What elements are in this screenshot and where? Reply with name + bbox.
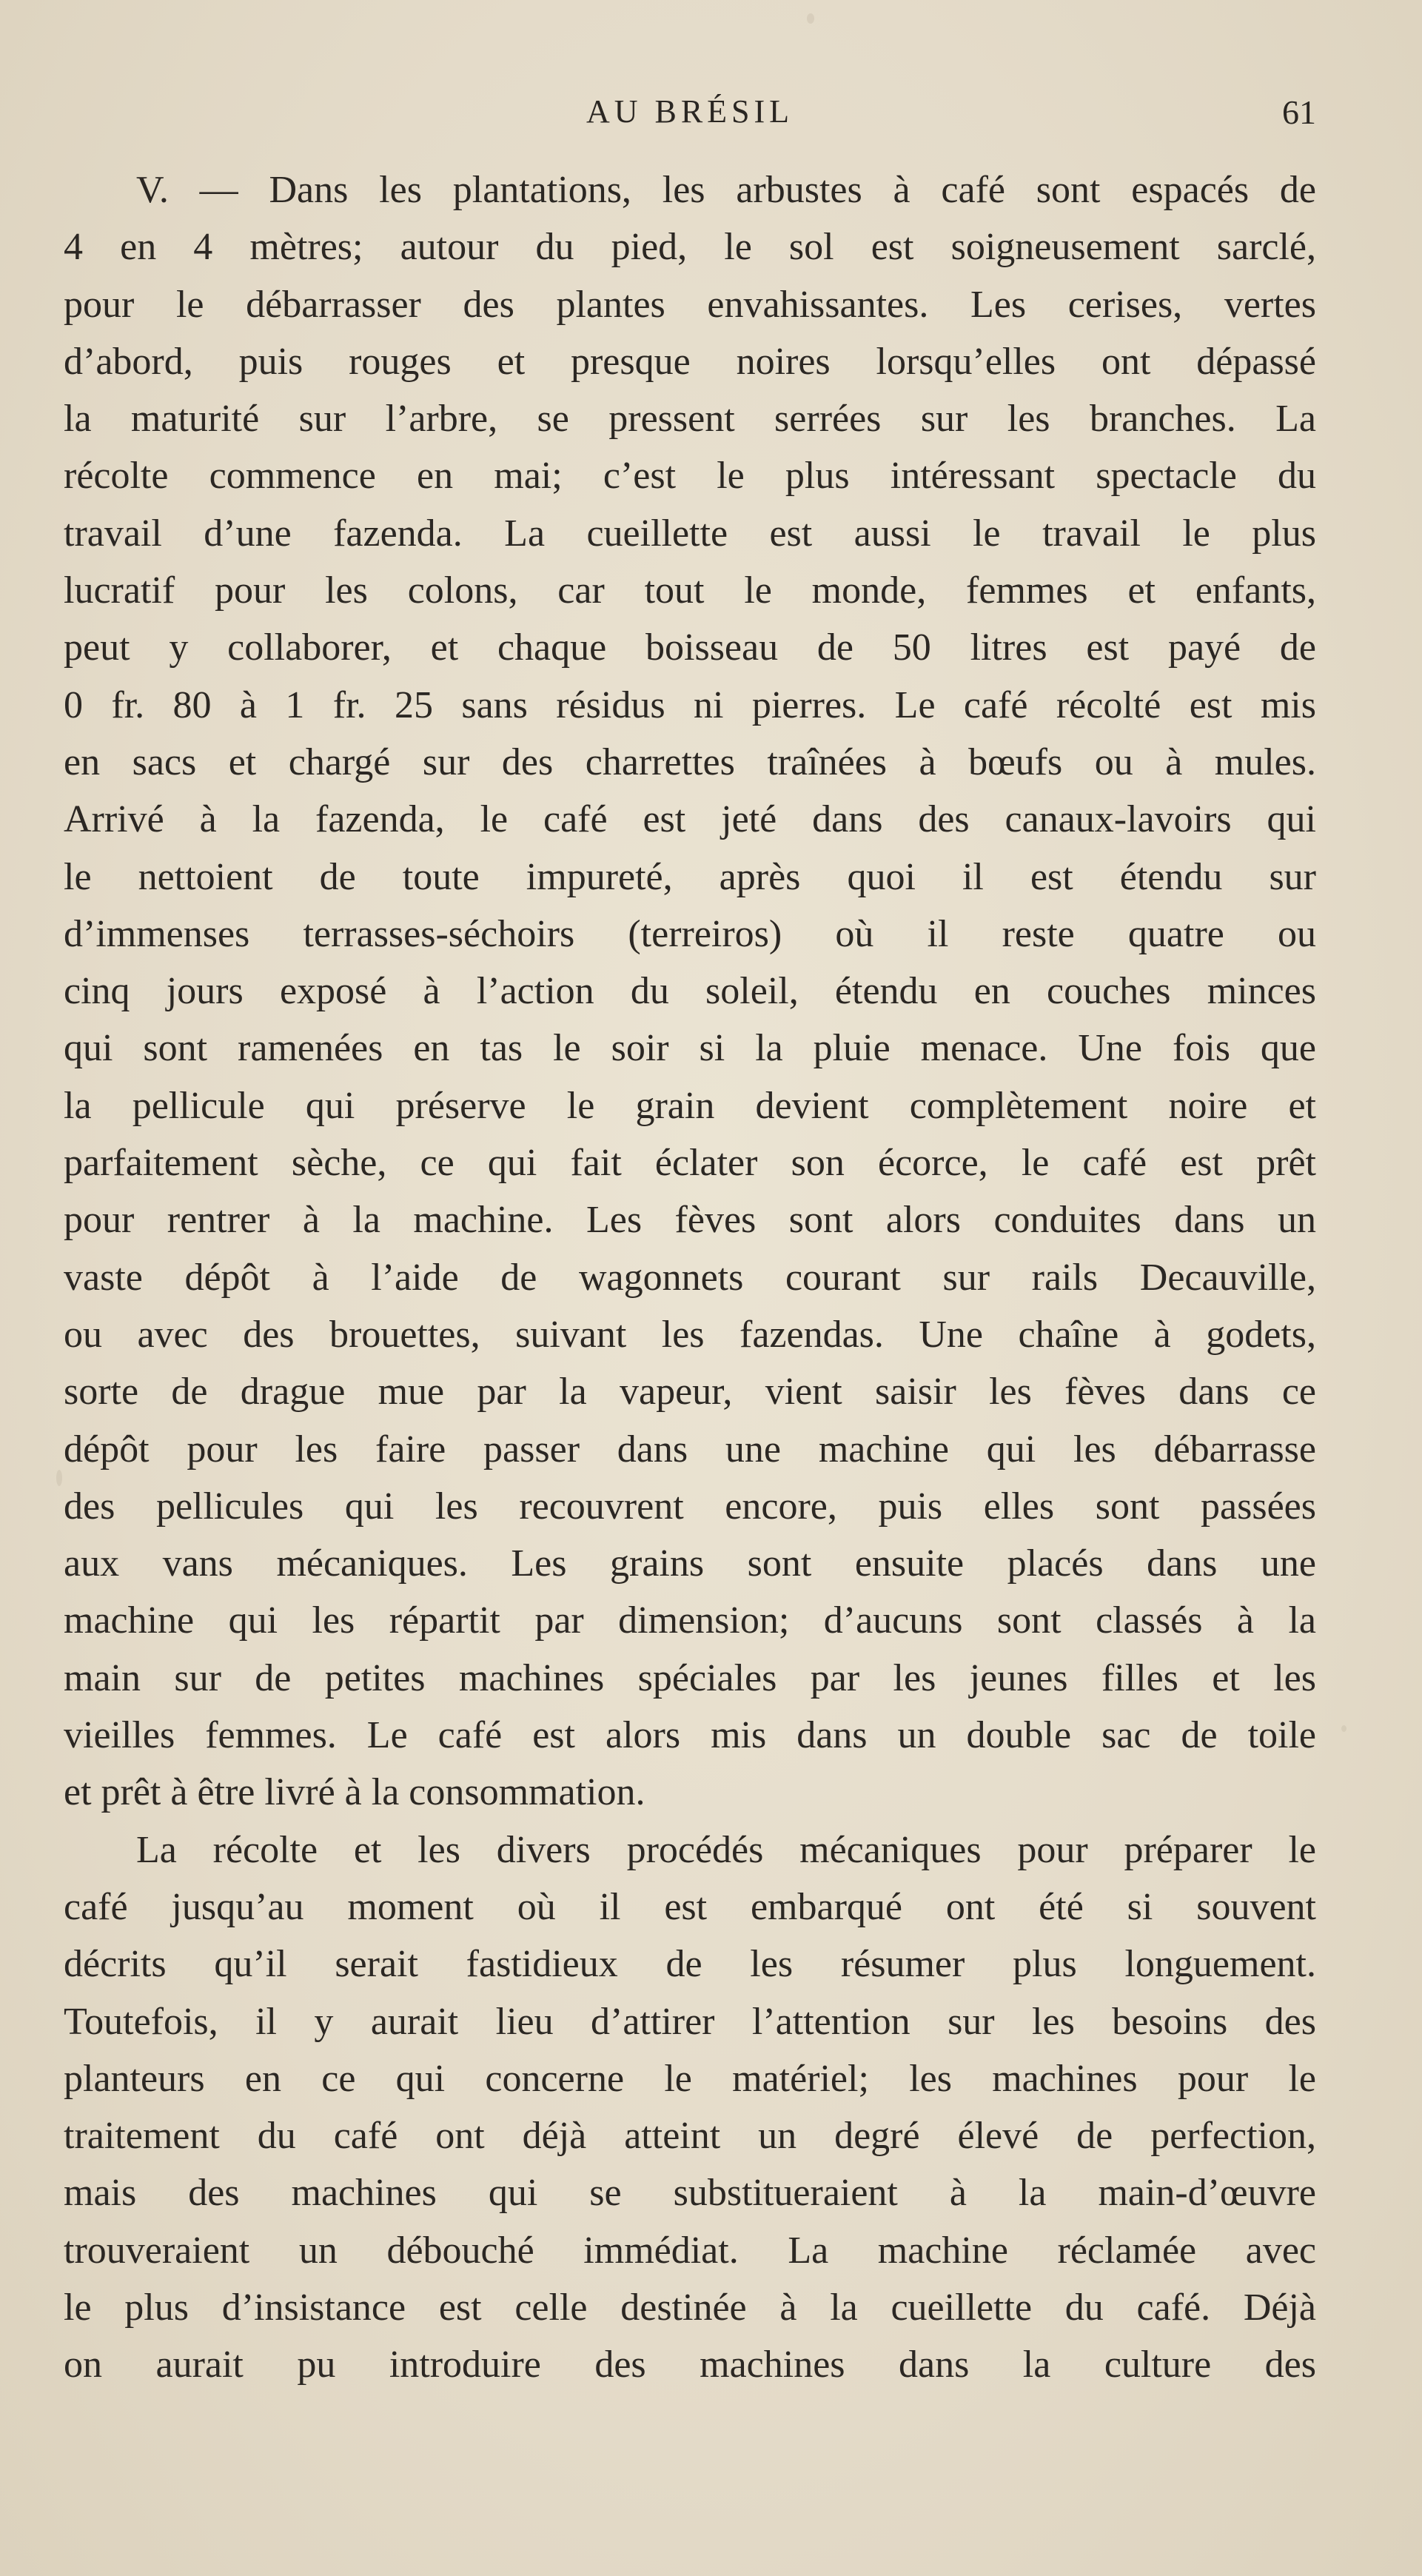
- text-line: pour rentrer à la machine. Les fèves sont alors conduites dans un: [64, 1199, 1316, 1242]
- text-line: qui sont ramenées en tas le soir si la pluie menace. Une fois que: [64, 1027, 1316, 1070]
- text-line: V. — Dans les plantations, les arbustes à café sont espacés de: [136, 169, 1316, 211]
- text-line: d’immenses terrasses-séchoirs (terreiros) où il reste quatre ou: [64, 912, 1316, 955]
- text-line: décrits qu’il serait fastidieux de les résumer plus longuement.: [64, 1943, 1316, 1986]
- text-line: travail d’une fazenda. La cueillette est aussi le travail le plus: [64, 512, 1316, 555]
- text-line: parfaitement sèche, ce qui fait éclater son écorce, le café est prêt: [64, 1142, 1316, 1185]
- text-line: traitement du café ont déjà atteint un degré élevé de perfection,: [64, 2115, 1316, 2158]
- text-line: cinq jours exposé à l’action du soleil, étendu en couches minces: [64, 970, 1316, 1013]
- text-line: vaste dépôt à l’aide de wagonnets courant sur rails Decauville,: [64, 1256, 1316, 1299]
- text-line: aux vans mécaniques. Les grains sont ensuite placés dans une: [64, 1542, 1316, 1585]
- text-line: des pellicules qui les recouvrent encore, puis elles sont passées: [64, 1485, 1316, 1528]
- text-line: 4 en 4 mètres; autour du pied, le sol est soigneusement sarclé,: [64, 226, 1316, 269]
- text-line: planteurs en ce qui concerne le matériel; les machines pour le: [64, 2057, 1316, 2100]
- text-line: peut y collaborer, et chaque boisseau de 50 litres est payé de: [64, 626, 1316, 669]
- text-line: Toutefois, il y aurait lieu d’attirer l’attention sur les besoins des: [64, 2000, 1316, 2043]
- text-line: ou avec des brouettes, suivant les fazendas. Une chaîne à godets,: [64, 1313, 1316, 1356]
- paragraph: [64, 1821, 1316, 2394]
- page-number: 61: [1282, 93, 1316, 131]
- page-smudge: [807, 13, 814, 24]
- text-line: vieilles femmes. Le café est alors mis dans un double sac de toile: [64, 1714, 1316, 1757]
- text-line: et prêt à être livré à la consommation.: [64, 1771, 645, 1814]
- text-line: récolte commence en mai; c’est le plus intéressant spectacle du: [64, 455, 1316, 498]
- text-line: Arrivé à la fazenda, le café est jeté dans des canaux-lavoirs qui: [64, 798, 1316, 841]
- text-line: main sur de petites machines spéciales par les jeunes filles et les: [64, 1656, 1316, 1699]
- text-line: trouveraient un débouché immédiat. La machine réclamée avec: [64, 2229, 1316, 2272]
- text-line: lucratif pour les colons, car tout le monde, femmes et enfants,: [64, 569, 1316, 612]
- text-line: la maturité sur l’arbre, se pressent serrées sur les branches. La: [64, 398, 1316, 441]
- text-line: le nettoient de toute impureté, après quoi il est étendu sur: [64, 855, 1316, 898]
- text-line: en sacs et chargé sur des charrettes traînées à bœufs ou à mules.: [64, 740, 1316, 783]
- text-line: La récolte et les divers procédés mécaniques pour préparer le: [136, 1828, 1316, 1871]
- running-head: [64, 93, 1316, 152]
- running-title: AU BRÉSIL: [586, 93, 794, 130]
- text-line: pour le débarrasser des plantes envahissantes. Les cerises, vertes: [64, 283, 1316, 326]
- text-line: dépôt pour les faire passer dans une machine qui les débarrasse: [64, 1428, 1316, 1471]
- text-line: sorte de drague mue par la vapeur, vient saisir les fèves dans ce: [64, 1371, 1316, 1414]
- text-line: 0 fr. 80 à 1 fr. 25 sans résidus ni pierres. Le café récolté est mis: [64, 683, 1316, 726]
- text-line: café jusqu’au moment où il est embarqué ont été si souvent: [64, 1885, 1316, 1928]
- text-line: machine qui les répartit par dimension; d’aucuns sont classés à la: [64, 1599, 1316, 1642]
- text-line: le plus d’insistance est celle destinée à la cueillette du café. Déjà: [64, 2286, 1316, 2329]
- text-line: mais des machines qui se substitueraient à la main-d’œuvre: [64, 2172, 1316, 2215]
- text-line: la pellicule qui préserve le grain devient complètement noire et: [64, 1084, 1316, 1127]
- paragraph: [64, 161, 1316, 1821]
- text-line: on aurait pu introduire des machines dans la culture des: [64, 2344, 1316, 2386]
- page-smudge: [56, 1470, 62, 1486]
- page-smudge: [1341, 1725, 1346, 1732]
- text-line: d’abord, puis rouges et presque noires lorsqu’elles ont dépassé: [64, 340, 1316, 383]
- body-text: [64, 161, 1316, 2394]
